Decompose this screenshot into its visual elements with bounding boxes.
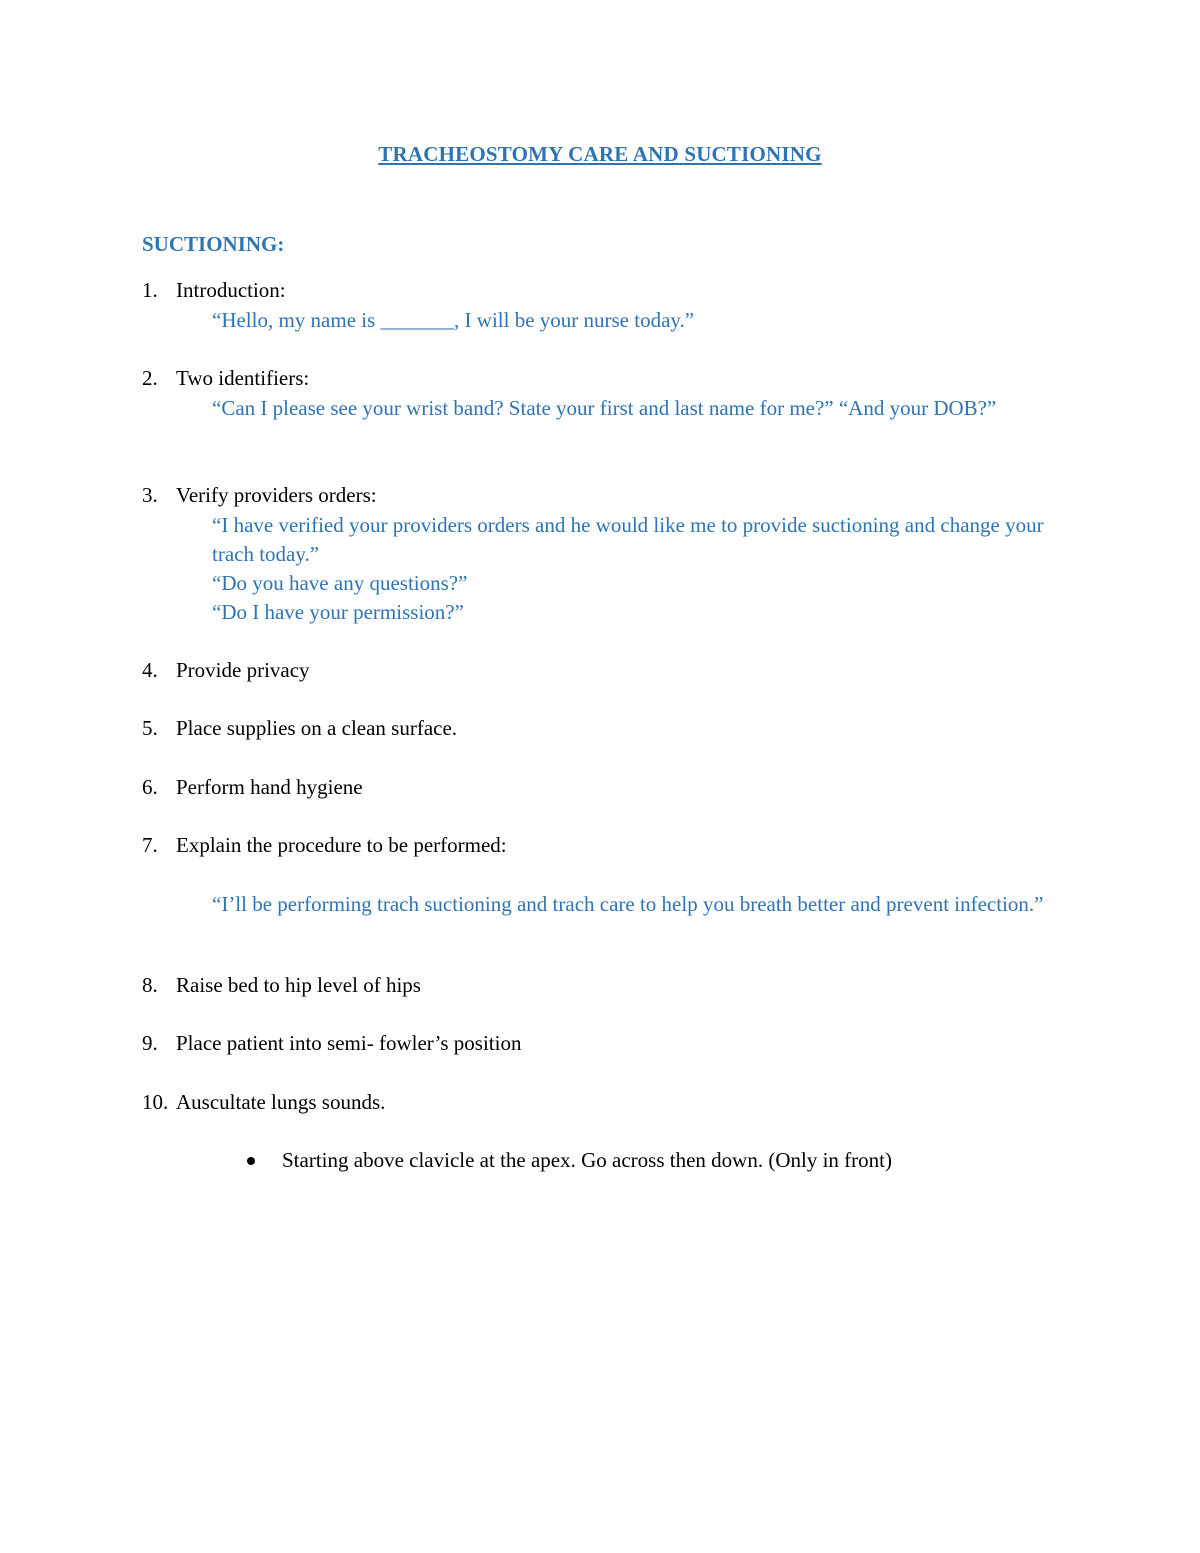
step-number: 9. [142, 1031, 158, 1055]
step-text: Two identifiers: [176, 366, 310, 390]
step-text: Explain the procedure to be performed: [176, 833, 507, 857]
step-number: 7. [142, 833, 158, 857]
document-title: TRACHEOSTOMY CARE AND SUCTIONING [378, 142, 822, 166]
step-number: 6. [142, 775, 158, 799]
explain-quote: “I’ll be performing trach suctioning and trach care to help you breath better and prevent infection.” [212, 892, 1044, 916]
verify-quote: “I have verified your providers orders and he would like me to provide suctioning and change your trach today.” [212, 513, 1044, 566]
step-text: Place patient into semi- fowler’s position [176, 1031, 522, 1055]
step-text: Raise bed to hip level of hips [176, 973, 421, 997]
step-number: 10. [142, 1090, 169, 1114]
questions-quote: “Do you have any questions?” [212, 571, 468, 595]
step-text: Introduction: [176, 278, 286, 302]
step-text: Place supplies on a clean surface. [176, 716, 458, 740]
step-text: Provide privacy [176, 658, 310, 682]
step-number: 3. [142, 483, 158, 507]
step-number: 4. [142, 658, 158, 682]
intro-quote: “Hello, my name is _______, I will be your nurse today.” [212, 308, 695, 332]
step-text: Verify providers orders: [176, 483, 377, 507]
bullet-icon [247, 1157, 255, 1165]
step-number: 1. [142, 278, 158, 302]
step-number: 8. [142, 973, 158, 997]
step-number: 2. [142, 366, 158, 390]
permission-quote: “Do I have your permission?” [212, 600, 464, 624]
section-heading-suctioning: SUCTIONING: [142, 232, 285, 256]
step-number: 5. [142, 716, 158, 740]
bullet-text: Starting above clavicle at the apex. Go across then down. (Only in front) [282, 1148, 892, 1172]
identifiers-quote: “Can I please see your wrist band? State your first and last name for me?” “And your DOB?” [212, 396, 997, 420]
step-text: Auscultate lungs sounds. [176, 1090, 386, 1114]
step-text: Perform hand hygiene [176, 775, 363, 799]
